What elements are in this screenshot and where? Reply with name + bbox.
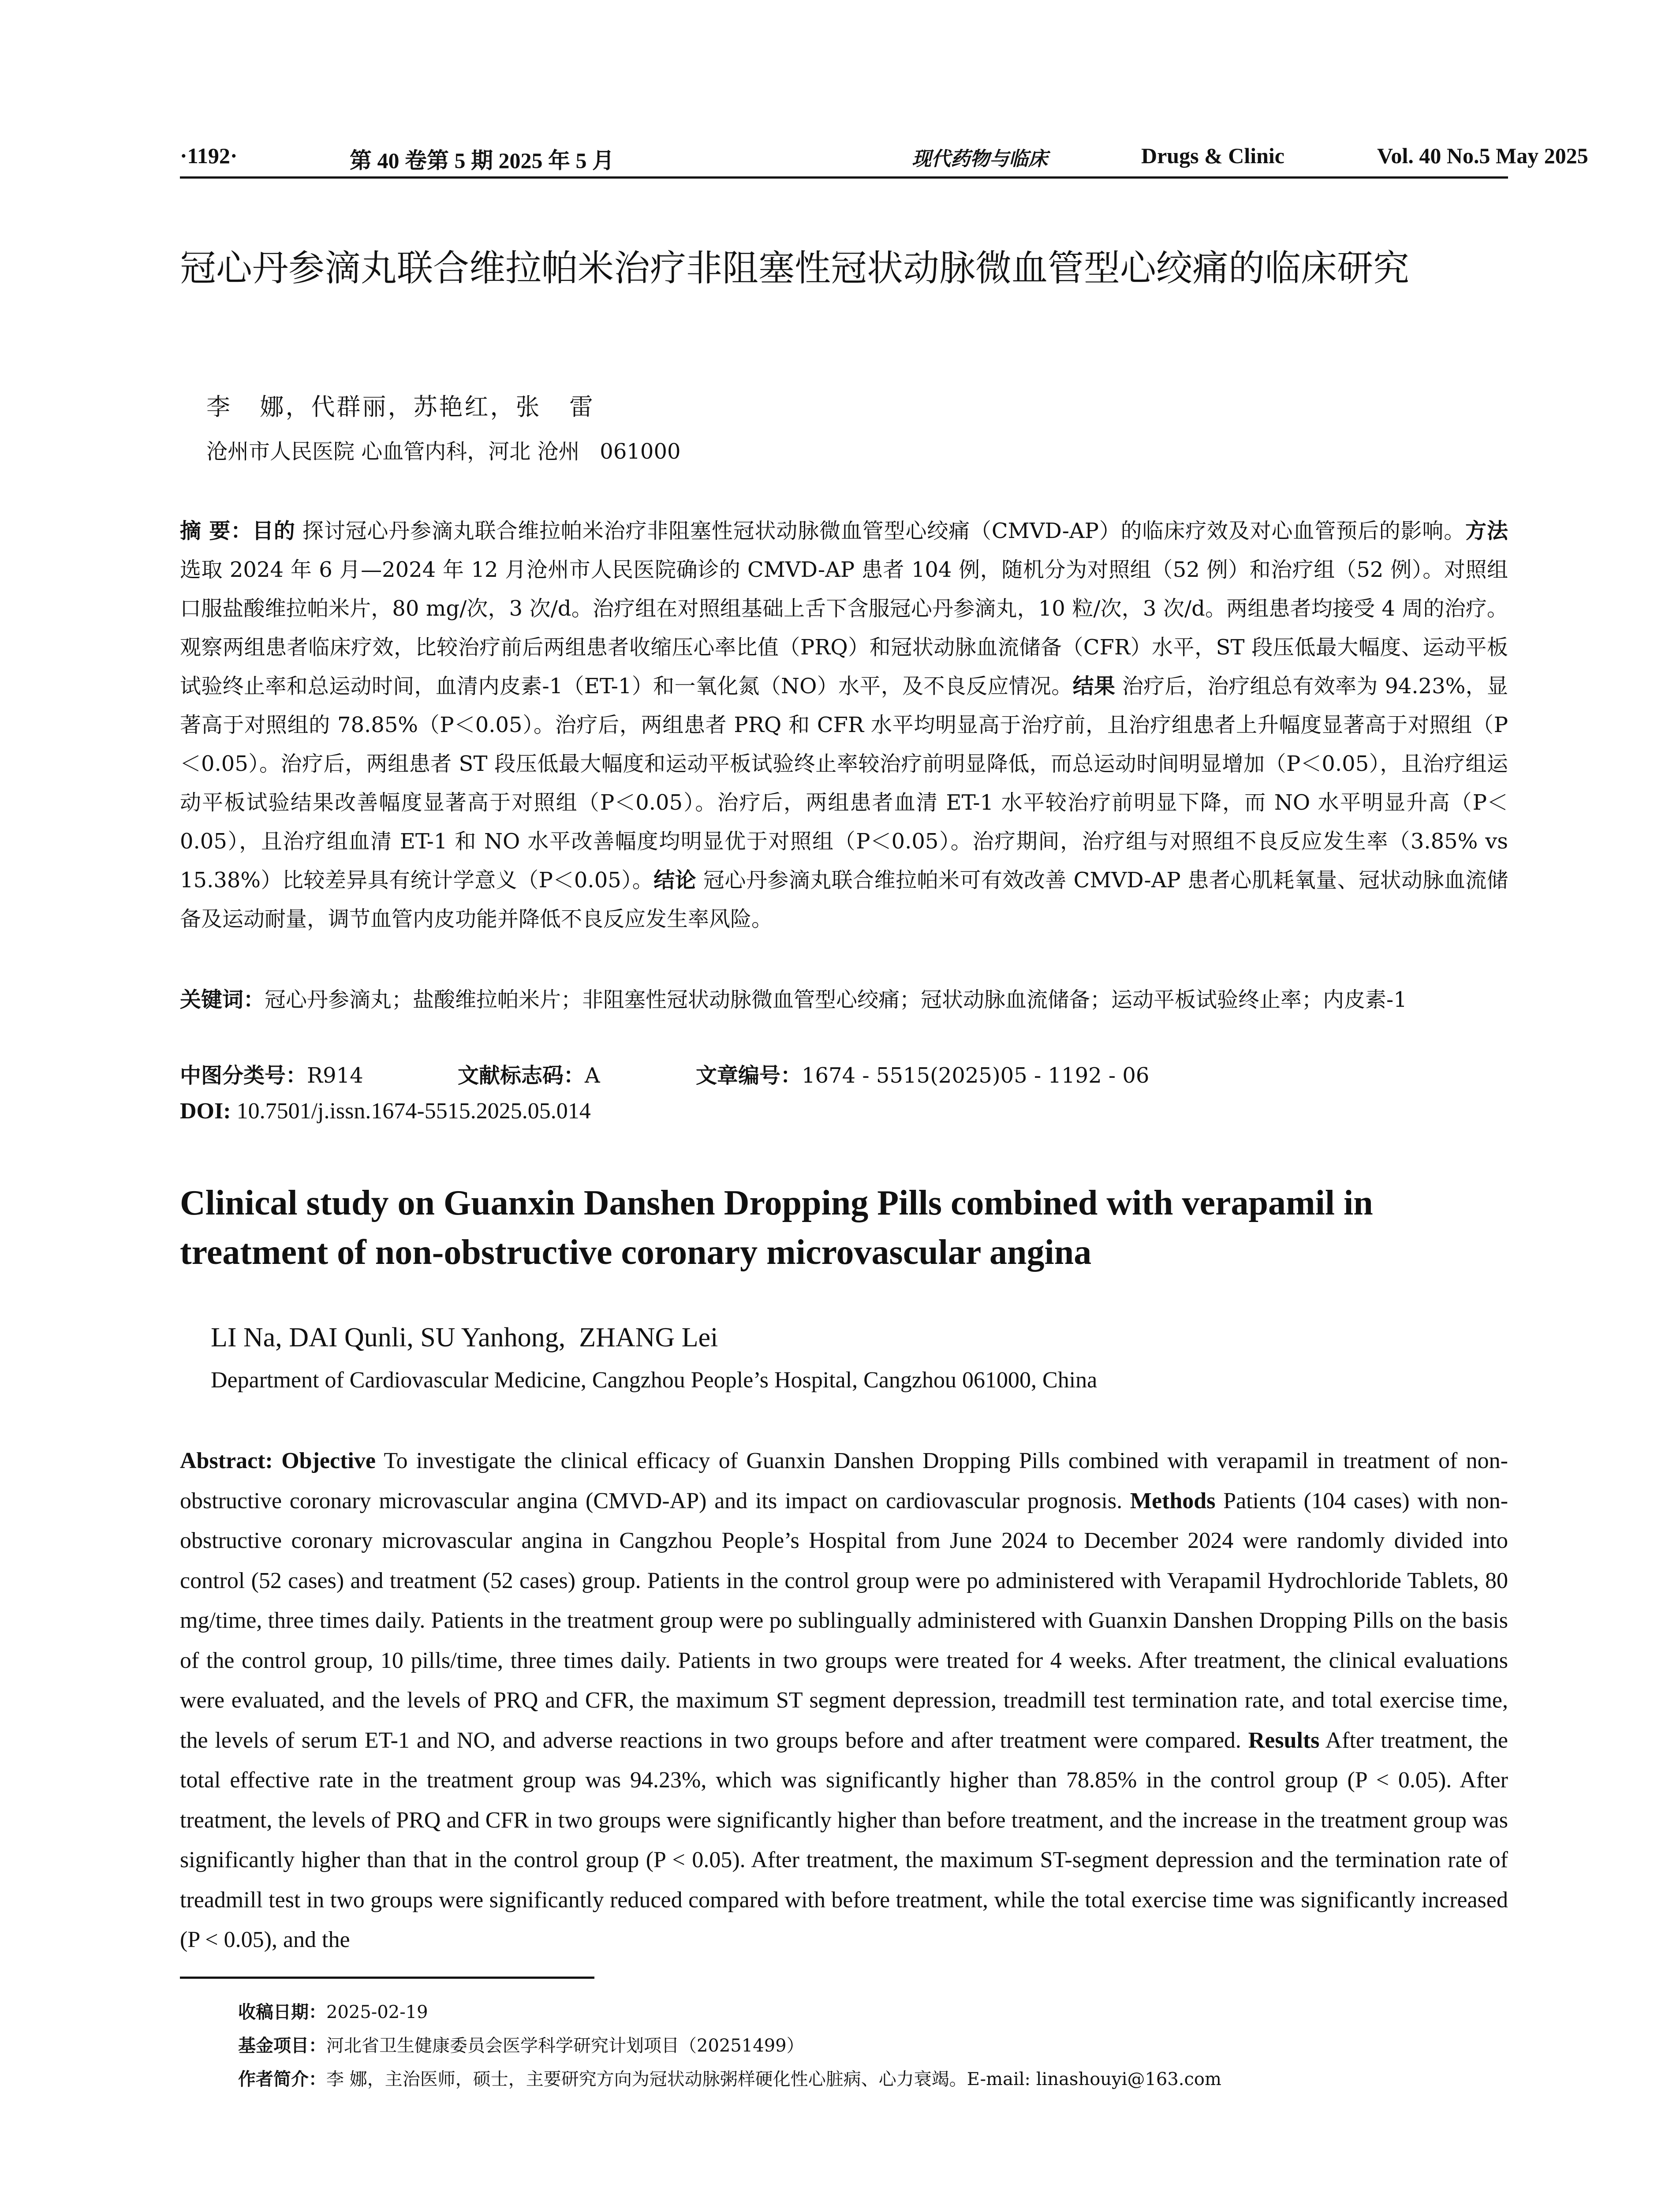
journal-name-cn: 现代药物与临床 — [912, 148, 1048, 170]
article-number: 文章编号：1674 - 5515(2025)05 - 1192 - 06 — [696, 1063, 1150, 1088]
results-text-en: After treatment, the total effective rate in the treatment group was 94.23%, which was significantly higher than 78.85% in the control group (P < 0.05). After treatment, the levels of PRQ and CFR in two groups were significantly higher than before treatment, and the increase in the treatment group was significantly higher than that in the control group (P < 0.05). After treatment, the maximum ST-segment depression and the termination rate of treadmill test in two groups were significantly reduced compared with before treatment, while the total exercise time was significantly increased (P < 0.05), and the — [180, 1727, 1508, 1952]
abstract-label-cn: 摘 要： — [180, 519, 253, 543]
results-label-cn: 结果 — [1072, 674, 1116, 699]
abstract-label-en: Abstract: — [180, 1448, 273, 1473]
page-number: ·1192· — [180, 143, 238, 168]
results-text-cn: 治疗后，治疗组总有效率为 94.23%，显著高于对照组的 78.85%（P＜0.05）。治疗后，两组患者 PRQ 和 CFR 水平均明显高于治疗前，且治疗组患者上升幅度显著高于对照组（P＜0.05）。治疗后，两组患者 ST 段压低最大幅度和运动平板试验终止率较治疗前明显降低，而总运动时间明显增加（P＜0.05），且治疗组运动平板试验结果改善幅度显著高于对照组（P＜0.05）。治疗后，两组患者血清 ET-1 水平较治疗前明显下降，而 NO 水平明显升高（P＜0.05），且治疗组血清 ET-1 和 NO 水平改善幅度均明显优于对照组（P＜0.05）。治疗期间，治疗组与对照组不良反应发生率（3.85% vs 15.38%）比较差异具有统计学意义（P＜0.05）。 — [180, 674, 1508, 893]
keywords-text-cn: 冠心丹参滴丸；盐酸维拉帕米片；非阻塞性冠状动脉微血管型心绞痛；冠状动脉血流储备；运动平板试验终止率；内皮素-1 — [265, 987, 1407, 1012]
abstract-cn — [180, 512, 1508, 938]
issue-info-cn: 第 40 卷第 5 期 2025 年 5 月 — [350, 148, 614, 173]
methods-text-cn: 选取 2024 年 6 月—2024 年 12 月沧州市人民医院确诊的 CMVD-AP 患者 104 例，随机分为对照组（52 例）和治疗组（52 例）。对照组口服盐酸维拉帕米片，80 mg/次，3 次/d。治疗组在对照组基础上舌下含服冠心丹参滴丸，10 粒/次，3 次/d。两组患者均接受 4 周的治疗。观察两组患者临床疗效，比较治疗前后两组患者收缩压心率比值（PRQ）和冠状动脉血流储备（CFR）水平，ST 段压低最大幅度、运动平板试验终止率和总运动时间，血清内皮素-1（ET-1）和一氧化氮（NO）水平，及不良反应情况。 — [180, 557, 1508, 699]
authors-en: LI Na, DAI Qunli, SU Yanhong, ZHANG Lei — [211, 1323, 718, 1353]
methods-label-cn: 方法 — [1465, 519, 1508, 543]
doi-label: DOI: — [180, 1099, 231, 1124]
footnote-funding: 基金项目：河北省卫生健康委员会医学科学研究计划项目（20251499） — [238, 2036, 804, 2056]
volume-info-en: Vol. 40 No.5 May 2025 — [1377, 143, 1588, 168]
footnote-received: 收稿日期：2025-02-19 — [238, 2002, 428, 2022]
abstract-en — [180, 1441, 1508, 1960]
objective-label-cn: 目的 — [252, 519, 295, 543]
doi-value[interactable]: 10.7501/j.issn.1674-5515.2025.05.014 — [236, 1099, 591, 1124]
methods-text-en: Patients (104 cases) with non-obstructive coronary microvascular angina in Cangzhou People’s Hospital from June 2024 to December 2024 were randomly divided into control (52 cases) and treatment (52 cases) group. Patients in the control group were po administered with Verapamil Hydrochloride Tablets, 80 mg/time, three times daily. Patients in the treatment group were po sublingually administered with Guanxin Danshen Dropping Pills on the basis of the control group, 10 pills/time, three times daily. Patients in two groups were treated for 4 weeks. After treatment, the clinical evaluations were evaluated, and the levels of PRQ and CFR, the maximum ST segment depression, treadmill test termination rate, and total exercise time, the levels of serum ET-1 and NO, and adverse reactions in two groups before and after treatment were compared. — [180, 1488, 1508, 1753]
clc-code: 中图分类号：R914 — [180, 1063, 363, 1088]
conclusion-label-cn: 结论 — [653, 868, 697, 893]
authors-cn: 李 娜，代群丽，苏艳红，张 雷 — [206, 393, 595, 421]
keywords-cn — [180, 980, 1508, 1019]
article-title-en: Clinical study on Guanxin Danshen Dropping Pills combined with verapamil in treatment of non-obstructive coronary microvascular angina — [180, 1184, 1373, 1272]
footnote-author-bio: 作者简介：李 娜，主治医师，硕士，主要研究方向为冠状动脉粥样硬化性心脏病、心力衰竭。E-mail: linashouyi@163.com — [238, 2069, 1221, 2089]
running-header — [180, 141, 1588, 179]
affiliation-cn: 沧州市人民医院 心血管内科，河北 沧州 061000 — [206, 439, 681, 464]
classification-line — [180, 1058, 1508, 1094]
footnote-divider — [180, 1977, 594, 1979]
keywords-label-cn: 关键词： — [180, 987, 265, 1012]
footnotes — [238, 1996, 1508, 2096]
article-title-cn: 冠心丹参滴丸联合维拉帕米治疗非阻塞性冠状动脉微血管型心绞痛的临床研究 — [180, 247, 1410, 289]
doi-line — [180, 1098, 591, 1124]
journal-name-en: Drugs & Clinic — [1141, 143, 1284, 168]
methods-label-en: Methods — [1130, 1488, 1216, 1514]
conclusion-text-cn: 冠心丹参滴丸联合维拉帕米可有效改善 CMVD-AP 患者心肌耗氧量、冠状动脉血流储备及运动耐量，调节血管内皮功能并降低不良反应发生率风险。 — [180, 868, 1508, 931]
affiliation-en: Department of Cardiovascular Medicine, Cangzhou People’s Hospital, Cangzhou 061000, China — [211, 1368, 1098, 1393]
objective-text-cn: 探讨冠心丹参滴丸联合维拉帕米治疗非阻塞性冠状动脉微血管型心绞痛（CMVD-AP）的临床疗效及对心血管预后的影响。 — [302, 519, 1466, 543]
objective-label-en: Objective — [281, 1448, 376, 1473]
objective-text-en: To investigate the clinical efficacy of Guanxin Danshen Dropping Pills combined with verapamil in treatment of non-obstructive coronary microvascular angina (CMVD-AP) and its impact on cardiovascular prognosis. — [180, 1448, 1508, 1514]
results-label-en: Results — [1248, 1727, 1320, 1753]
document-code: 文献标志码：A — [458, 1063, 600, 1088]
